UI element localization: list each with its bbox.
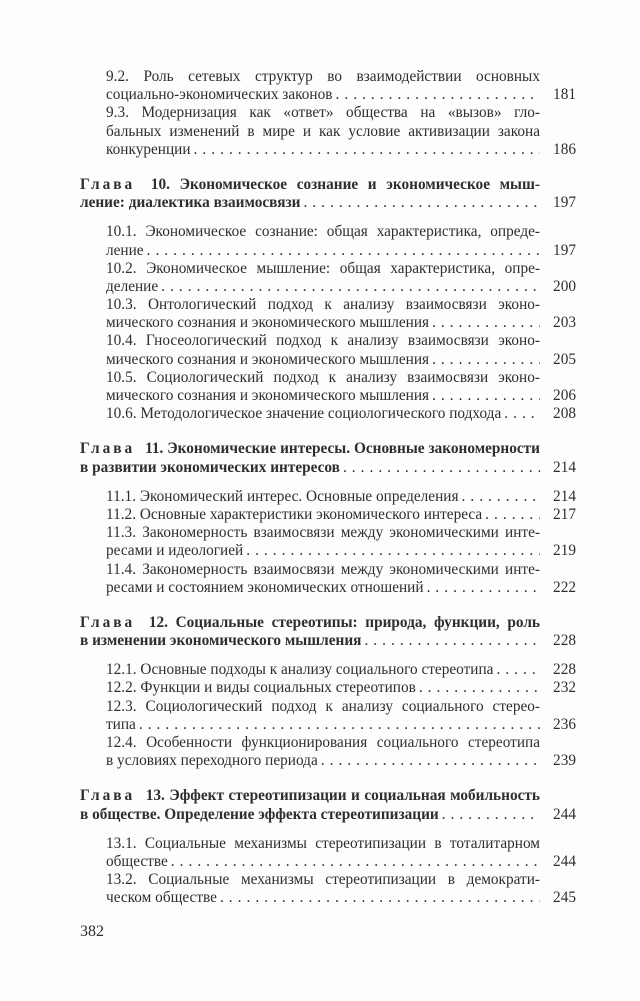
dot-leader [416,679,540,697]
dot-leader [501,405,540,423]
toc-page-number: 203 [553,314,576,332]
toc-title-text: в обществе. Определение эффекта стереотипизации [80,805,439,823]
toc-line [106,871,540,889]
toc-title-text: 11. Экономические интересы. Основные закономерности [145,440,540,458]
toc-page-number: 214 [553,487,576,505]
dot-leader [333,86,541,104]
toc-title-text: 10.6. Методологическое значение социологического подхода [106,405,502,423]
toc-title-text: 11.3. Закономерность взаимосвязи между экономическими инте- [106,524,540,542]
toc-title-text: 11.4. Закономерность взаимосвязи между экономическими инте- [106,560,540,578]
toc-title-text: 11.1. Экономический интерес. Основные определения [106,487,459,505]
dot-leader [429,314,540,332]
toc-chapter-entry [80,787,576,823]
toc-title-text: 13. Эффект стереотипизации и социальная мобильность [145,787,540,805]
dot-leader [300,194,540,212]
toc-line [106,387,540,405]
toc-line-text [106,278,158,296]
toc-line-text [106,351,429,369]
dot-leader [217,889,540,907]
toc-section-entry [80,871,576,907]
toc-line-text [106,314,429,332]
toc-section-entry [80,223,576,259]
toc-title-text: 12. Социальные стереотипы: природа, функции, роль [148,613,540,631]
toc-line-text [80,632,361,650]
toc-title-text: мического сознания и экономического мышления [106,314,430,332]
toc-line [106,752,540,770]
toc-line [106,86,540,104]
toc-title-text: 11.2. Основные характеристики экономического интереса [106,505,483,523]
toc-title-text: в условиях переходного периода [106,752,318,770]
chapter-prefix: Глава [80,175,136,193]
toc-line-text [106,661,493,679]
toc-section-entry [80,68,576,104]
toc-line-text [106,679,416,697]
toc-title-text: 10.4. Гносеологический подход к анализу взаимосвязи эконо- [106,332,540,350]
toc-line-text [106,579,424,597]
toc-title-text: 10.5. Социологический подход к анализу взаимосвязи эконо- [106,368,540,386]
toc-line [106,506,540,524]
toc-line [80,194,540,212]
toc-line [80,176,540,194]
dot-leader [144,242,540,260]
toc-line-text [106,242,144,260]
toc-line [106,278,540,296]
toc-line-text [106,716,136,734]
toc-title-text: в изменении экономического мышления [80,632,362,650]
toc-line [106,68,540,86]
toc-page-number: 228 [553,632,576,650]
toc-title-text: деление [106,277,159,295]
dot-leader [191,141,540,159]
toc-line [80,787,540,805]
toc-section-entry [80,734,576,770]
toc-line [106,314,540,332]
toc-title-text: 9.2. Роль сетевых структур во взаимодействии основных [106,68,540,85]
toc-line [106,123,540,141]
toc-section-entry [80,561,576,597]
toc-page-number: 205 [553,350,576,368]
toc-title-text: 12.4. Особенности функционирования социального стереотипа [106,734,540,751]
dot-leader [424,579,540,597]
toc-title-text: в развитии экономических интересов [80,458,340,476]
toc-line [106,296,540,314]
toc-chapter-entry [80,440,576,476]
toc-title-text: 12.2. Функции и виды социальных стереотипов [106,679,416,697]
toc-title-text: обществе [106,852,168,870]
toc-title-text: 13.2. Социальные механизмы стереотипизации в демократи- [106,871,540,889]
toc-page-number: 244 [553,805,576,823]
toc-line [106,524,540,542]
dot-leader [439,806,540,824]
toc-page-number: 197 [553,241,576,259]
toc-title-text: бальных изменений в мире и как условие активизации закона [106,122,540,140]
toc-title-text: 10.2. Экономическое мышление: общая характеристика, опре- [106,259,540,277]
toc-section-entry [80,506,576,524]
toc-line-text [106,853,168,871]
toc-section-entry [80,679,576,697]
toc-section-entry [80,661,576,679]
toc-line-text [106,405,501,423]
toc-section-entry [80,332,576,368]
toc-title-text: мического сознания и экономического мышления [106,387,430,404]
toc-title-text: 10.1. Экономическое сознание: общая характеристика, опреде- [106,223,540,241]
toc-line-text [80,194,300,212]
toc-line [80,614,540,632]
toc-page-number: 222 [553,578,576,596]
toc-section-entry [80,524,576,560]
table-of-contents [80,68,576,908]
toc-line [106,332,540,350]
toc-line [106,104,540,122]
dot-leader [136,716,540,734]
toc-title-text: ресами и идеологией [106,542,244,560]
toc-title-text: 10. Экономическое сознание и экономическое мыш- [150,175,540,193]
dot-leader [340,459,540,477]
toc-page-number: 245 [553,889,576,907]
toc-line [106,716,540,734]
toc-line [106,242,540,260]
toc-page-number: 217 [553,505,576,523]
toc-line [106,542,540,560]
dot-leader [482,506,540,524]
toc-line [106,488,540,506]
toc-section-entry [80,260,576,296]
toc-line [106,734,540,752]
toc-section-entry [80,835,576,871]
toc-title-text: ресами и состоянием экономических отношений [106,578,424,596]
page-number: 382 [80,923,104,940]
toc-title-text: социально-экономических законов [106,86,333,104]
toc-title-text: 9.3. Модернизация как «ответ» общества на «вызов» гло- [106,104,540,122]
toc-line [106,889,540,907]
dot-leader [361,632,540,650]
toc-line-text [106,387,429,405]
toc-title-text: 13.1. Социальные механизмы стереотипизации в тоталитарном [106,834,540,852]
toc-line [106,561,540,579]
toc-title-text: ческом обществе [106,889,217,907]
toc-line-text [106,86,333,104]
chapter-prefix: Глава [80,787,136,805]
toc-page-number: 244 [553,852,576,870]
dot-leader [493,661,540,679]
toc-page-number: 214 [553,458,576,476]
toc-section-entry [80,104,576,159]
dot-leader [318,752,540,770]
toc-page-number: 197 [553,194,576,212]
toc-section-entry [80,369,576,405]
toc-line-text [80,459,340,477]
toc-page-number: 206 [553,387,576,404]
toc-page-number: 232 [553,679,576,697]
dot-leader [158,278,540,296]
dot-leader [429,351,540,369]
toc-page-number: 228 [553,661,576,679]
toc-line [106,661,540,679]
toc-line [106,835,540,853]
toc-line-text [80,806,439,824]
toc-line [106,679,540,697]
toc-chapter-entry [80,176,576,212]
dot-leader [168,853,540,871]
dot-leader [429,387,540,405]
toc-section-entry [80,698,576,734]
toc-title-text: 12.3. Социологический подход к анализу социального стерео- [106,697,540,715]
toc-title-text: 10.3. Онтологический подход к анализу взаимосвязи эконо- [106,296,540,314]
toc-title-text: мического сознания и экономического мышления [106,350,430,368]
toc-title-text: ление [106,241,144,259]
toc-title-text: ление: диалектика взаимосвязи [80,194,301,212]
toc-title-text: типа [106,715,136,733]
toc-line-text [106,488,459,506]
toc-line-text [106,752,318,770]
toc-chapter-entry [80,614,576,650]
toc-line-text [106,889,217,907]
toc-line [106,405,540,423]
toc-line [106,260,540,278]
toc-line [106,369,540,387]
dot-leader [243,542,540,560]
toc-title-text: 12.1. Основные подходы к анализу социального стереотипа [106,661,494,679]
toc-title-text: конкуренции [106,140,191,158]
chapter-prefix: Глава [80,613,136,631]
toc-line [106,579,540,597]
toc-line-text [106,506,482,524]
toc-page-number: 236 [553,715,576,733]
toc-page-number: 208 [553,405,576,423]
chapter-prefix: Глава [80,440,136,458]
toc-page-number: 219 [553,542,576,560]
toc-page-number: 186 [553,140,576,158]
toc-section-entry [80,488,576,506]
toc-line [106,351,540,369]
toc-line-text [106,141,191,159]
toc-line [80,440,540,458]
toc-line [80,632,540,650]
toc-page-number: 181 [553,86,576,104]
toc-line-text [106,542,243,560]
toc-page-number: 239 [553,752,576,770]
toc-line [80,806,540,824]
dot-leader [459,488,541,506]
toc-line [80,459,540,477]
toc-section-entry [80,296,576,332]
toc-line [106,853,540,871]
toc-line [106,698,540,716]
toc-line [106,141,540,159]
toc-section-entry [80,405,576,423]
toc-page-number: 200 [553,277,576,295]
toc-line [106,223,540,241]
